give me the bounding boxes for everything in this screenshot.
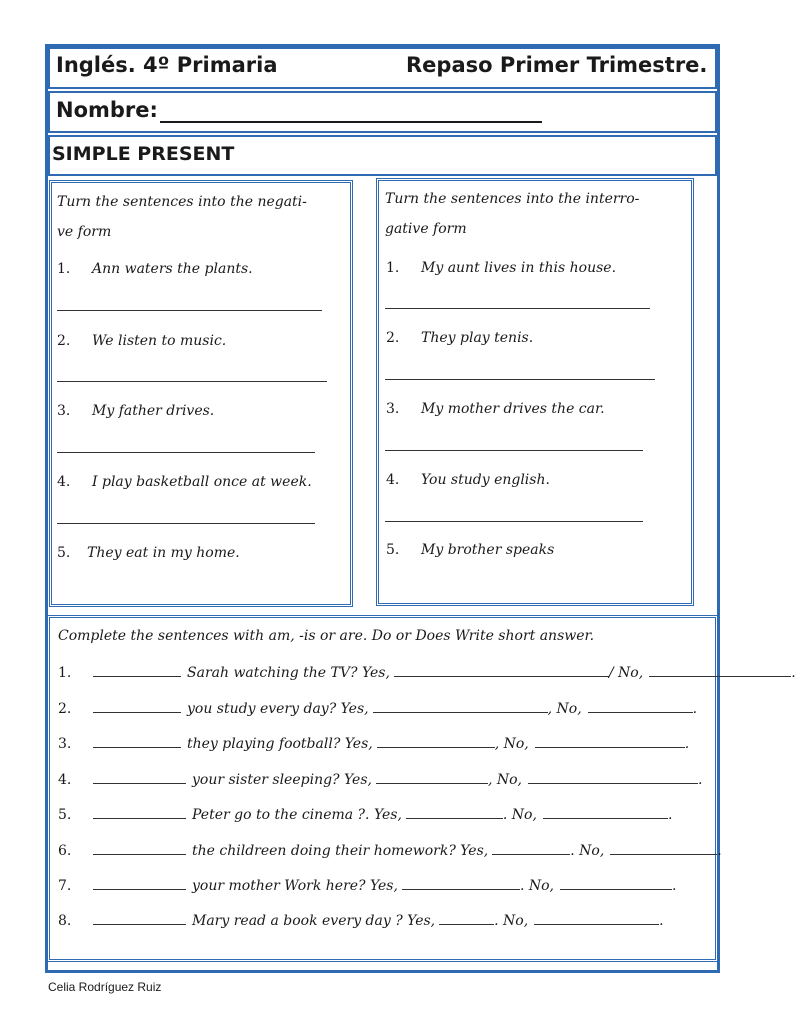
list-item-number: 2. <box>386 330 400 346</box>
answer-blank[interactable] <box>439 912 494 925</box>
list-item-number: 3. <box>57 403 71 419</box>
list-item: We listen to music. <box>92 333 227 349</box>
list-item <box>58 771 702 788</box>
list-item <box>58 877 676 894</box>
answer-line[interactable] <box>385 379 655 380</box>
sentence-text: your sister sleeping? Yes, <box>192 772 372 788</box>
list-item-number: 6. <box>58 843 72 859</box>
list-item: Ann waters the plants. <box>92 261 253 277</box>
section-title: SIMPLE PRESENT <box>52 143 235 165</box>
sentence-end: . <box>692 701 698 717</box>
answer-blank[interactable] <box>376 771 488 784</box>
list-item-number: 1. <box>386 260 400 276</box>
answer-line[interactable] <box>385 450 643 451</box>
subject-label: Inglés. 4º Primaria <box>56 53 278 77</box>
answer-blank[interactable] <box>588 700 693 713</box>
sentence-end: . <box>659 913 664 929</box>
list-item: They play tenis. <box>421 330 534 346</box>
list-item-number: 4. <box>386 472 400 488</box>
sentence-end: . <box>791 665 796 681</box>
answer-blank[interactable] <box>93 664 181 677</box>
sentence-text: you study every day? Yes, <box>187 701 369 717</box>
answer-blank[interactable] <box>373 700 548 713</box>
sentence-separator: . No, <box>502 807 537 823</box>
negative-instruction: Turn the sentences into the negati- <box>57 194 307 210</box>
answer-blank[interactable] <box>93 735 181 748</box>
list-item-number: 3. <box>386 401 400 417</box>
list-item: My aunt lives in this house. <box>421 260 617 276</box>
sentence-separator: / No, <box>608 665 644 681</box>
list-item-number: 2. <box>57 333 71 349</box>
list-item-number: 1. <box>58 665 72 681</box>
sentence-end: . <box>667 807 673 823</box>
sentence-text: Peter go to the cinema ?. Yes, <box>192 807 402 823</box>
list-item <box>58 806 672 823</box>
list-item <box>58 735 689 752</box>
list-item: My mother drives the car. <box>421 401 605 417</box>
answer-blank[interactable] <box>377 735 495 748</box>
sentence-separator: . No, <box>519 878 554 894</box>
answer-blank[interactable] <box>394 664 609 677</box>
answer-line[interactable] <box>57 523 315 524</box>
interrogative-instruction: Turn the sentences into the interro- <box>385 191 640 207</box>
list-item-number: 1. <box>57 261 71 277</box>
list-item: They eat in my home. <box>87 545 240 561</box>
list-item-number: 2. <box>58 701 72 717</box>
sentence-separator: , No, <box>547 701 582 717</box>
answer-line[interactable] <box>385 308 650 309</box>
sentence-text: Sarah watching the TV? Yes, <box>187 665 390 681</box>
sentence-separator: . No, <box>570 843 605 859</box>
list-item: You study english. <box>421 472 550 488</box>
answer-blank[interactable] <box>560 877 672 890</box>
negative-instruction-cont: ve form <box>57 224 112 240</box>
list-item: My father drives. <box>92 403 215 419</box>
answer-blank[interactable] <box>649 664 791 677</box>
answer-blank[interactable] <box>402 877 520 890</box>
list-item-number: 7. <box>58 878 72 894</box>
list-item-number: 5. <box>58 807 72 823</box>
list-item: My brother speaks <box>421 542 555 558</box>
sentence-separator: . No, <box>494 913 529 929</box>
list-item-number: 8. <box>58 913 72 929</box>
sentence-separator: , No, <box>487 772 522 788</box>
sentence-end: . <box>684 736 690 752</box>
list-item <box>58 664 796 681</box>
interrogative-instruction-cont: gative form <box>385 221 467 237</box>
answer-blank[interactable] <box>93 700 181 713</box>
list-item-number: 5. <box>386 542 400 558</box>
complete-instruction: Complete the sentences with am, -is or are. Do or Does Write short answer. <box>58 628 595 644</box>
list-item <box>58 912 664 929</box>
list-item <box>58 700 697 717</box>
name-label: Nombre: <box>56 98 158 122</box>
answer-blank[interactable] <box>543 806 668 819</box>
answer-blank[interactable] <box>535 735 685 748</box>
name-field[interactable] <box>160 121 542 123</box>
answer-line[interactable] <box>57 452 315 453</box>
answer-blank[interactable] <box>610 842 717 855</box>
worksheet-title: Repaso Primer Trimestre. <box>406 53 708 77</box>
answer-blank[interactable] <box>93 806 186 819</box>
sentence-end: . <box>717 843 722 859</box>
answer-blank[interactable] <box>406 806 503 819</box>
answer-line[interactable] <box>385 521 643 522</box>
sentence-text: they playing football? Yes, <box>187 736 373 752</box>
answer-blank[interactable] <box>492 842 570 855</box>
list-item-number: 5. <box>57 545 71 561</box>
list-item: I play basketball once at week. <box>92 474 312 490</box>
list-item-number: 4. <box>58 772 72 788</box>
answer-line[interactable] <box>57 381 327 382</box>
answer-blank[interactable] <box>93 912 186 925</box>
sentence-text: Mary read a book every day ? Yes, <box>192 913 436 929</box>
list-item-number: 3. <box>58 736 72 752</box>
author-credit: Celia Rodríguez Ruiz <box>48 980 162 994</box>
answer-blank[interactable] <box>93 877 186 890</box>
answer-blank[interactable] <box>93 771 186 784</box>
answer-blank[interactable] <box>534 912 659 925</box>
answer-blank[interactable] <box>528 771 698 784</box>
list-item <box>58 842 722 859</box>
sentence-text: the childreen doing their homework? Yes, <box>192 843 489 859</box>
negative-exercise-box <box>49 180 353 607</box>
answer-blank[interactable] <box>93 842 186 855</box>
sentence-text: your mother Work here? Yes, <box>192 878 398 894</box>
sentence-end: . <box>697 772 703 788</box>
answer-line[interactable] <box>57 310 322 311</box>
sentence-separator: , No, <box>494 736 529 752</box>
list-item-number: 4. <box>57 474 71 490</box>
sentence-end: . <box>671 878 677 894</box>
